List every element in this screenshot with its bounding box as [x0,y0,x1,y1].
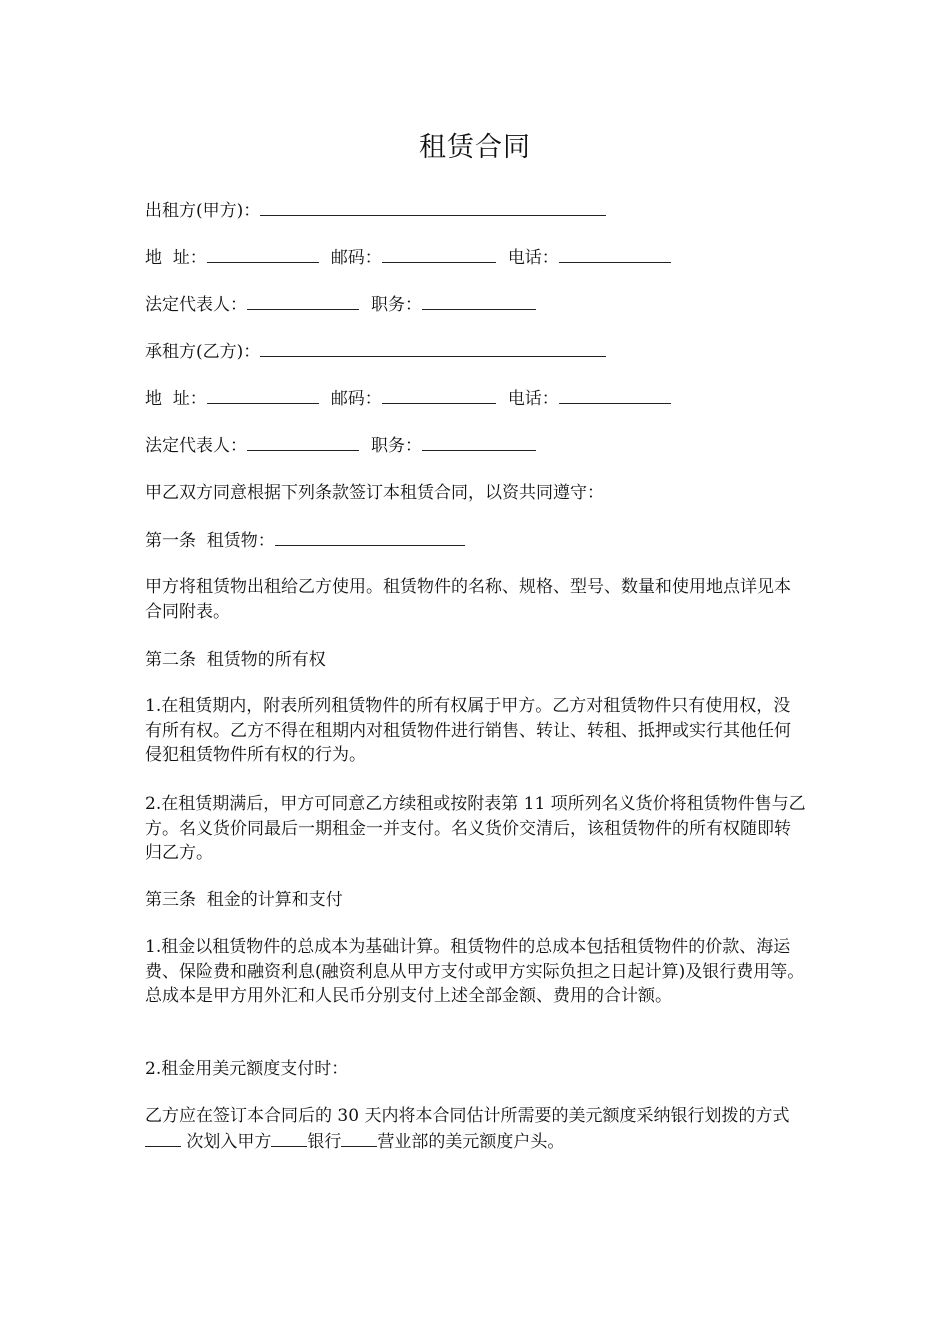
lessee-address-label: 地 址： [145,389,207,409]
lessee-phone-blank[interactable] [559,386,671,404]
lessee-rep-line [145,433,536,458]
page-title: 租赁合同 [419,132,531,163]
lessor-address-label: 地 址： [145,248,207,268]
lessor-rep-blank[interactable] [247,292,359,310]
lessor-zip-blank[interactable] [382,245,496,263]
article2-heading: 第二条 租赁物的所有权 [145,650,326,670]
lessor-rep-label: 法定代表人： [145,295,247,315]
lessee-zip-blank[interactable] [382,386,496,404]
lessor-name-blank[interactable] [260,198,606,216]
lessee-line [145,339,606,364]
article3-item2: 2.租金用美元额度支付时： [145,1059,349,1079]
lessor-label: 出租方(甲方)： [145,201,261,221]
transfer-count-blank[interactable] [145,1129,181,1147]
lessee-label: 承租方(乙方)： [145,342,261,362]
article3-item3 [145,1104,807,1154]
article2-item1: 1.在租赁期内，附表所列租赁物件的所有权属于甲方。乙方对租赁物件只有使用权，没有所有权。乙方不得在租期内对租赁物件进行销售、转让、转租、抵押或实行其他任何侵犯租赁物件所有权的行为。 [145,696,791,765]
lessor-position-label: 职务： [371,295,422,315]
article3-item3-part-b: 次划入甲方 [181,1131,272,1152]
lessee-address-blank[interactable] [207,386,319,404]
lessee-position-blank[interactable] [422,433,536,451]
article3-item3-part-a: 乙方应在签订本合同后的 30 天内将本合同估计所需要的美元额度采纳银行划拨的方式 [145,1106,790,1126]
article3-item3-part-d: 营业部的美元额度户头。 [377,1131,565,1152]
lessor-line [145,198,606,223]
lessee-contact-line [145,386,671,411]
article1-heading: 第一条 租赁物： [145,531,275,551]
article1-heading-line [145,528,465,553]
lessor-phone-blank[interactable] [559,245,671,263]
lessor-position-blank[interactable] [422,292,536,310]
lessor-address-blank[interactable] [207,245,319,263]
article3-item1: 1.租金以租赁物件的总成本为基础计算。租赁物件的总成本包括租赁物件的价款、海运费、保险费和融资利息(融资利息从甲方支付或甲方实际负担之日起计算)及银行费用等。总成本是甲方用外汇和人民币分别支付上述全部金额、费用的合计额。 [145,937,805,1006]
article3-heading: 第三条 租金的计算和支付 [145,890,343,910]
intro-text: 甲乙双方同意根据下列条款签订本租赁合同，以资共同遵守： [145,483,604,503]
lessee-rep-label: 法定代表人： [145,436,247,456]
lessor-zip-label: 邮码： [330,248,382,268]
lessee-zip-label: 邮码： [330,389,382,409]
lessee-rep-blank[interactable] [247,433,359,451]
article1-item-blank[interactable] [275,528,465,546]
lessee-position-label: 职务： [371,436,422,456]
lessee-phone-label: 电话： [507,389,559,409]
article1-body: 甲方将租赁物出租给乙方使用。租赁物件的名称、规格、型号、数量和使用地点详见本合同附表。 [145,577,791,622]
bank-name-blank[interactable] [271,1129,307,1147]
lessor-contact-line [145,245,671,270]
article2-item2: 2.在租赁期满后，甲方可同意乙方续租或按附表第 11 项所列名义货价将租赁物件售与乙方。名义货价同最后一期租金一并支付。名义货价交清后，该租赁物件的所有权随即转归乙方。 [145,794,806,863]
lessor-rep-line [145,292,536,317]
lessee-name-blank[interactable] [260,339,606,357]
lessor-phone-label: 电话： [507,248,559,268]
article3-item3-part-c: 银行 [307,1131,342,1152]
branch-name-blank[interactable] [341,1129,377,1147]
